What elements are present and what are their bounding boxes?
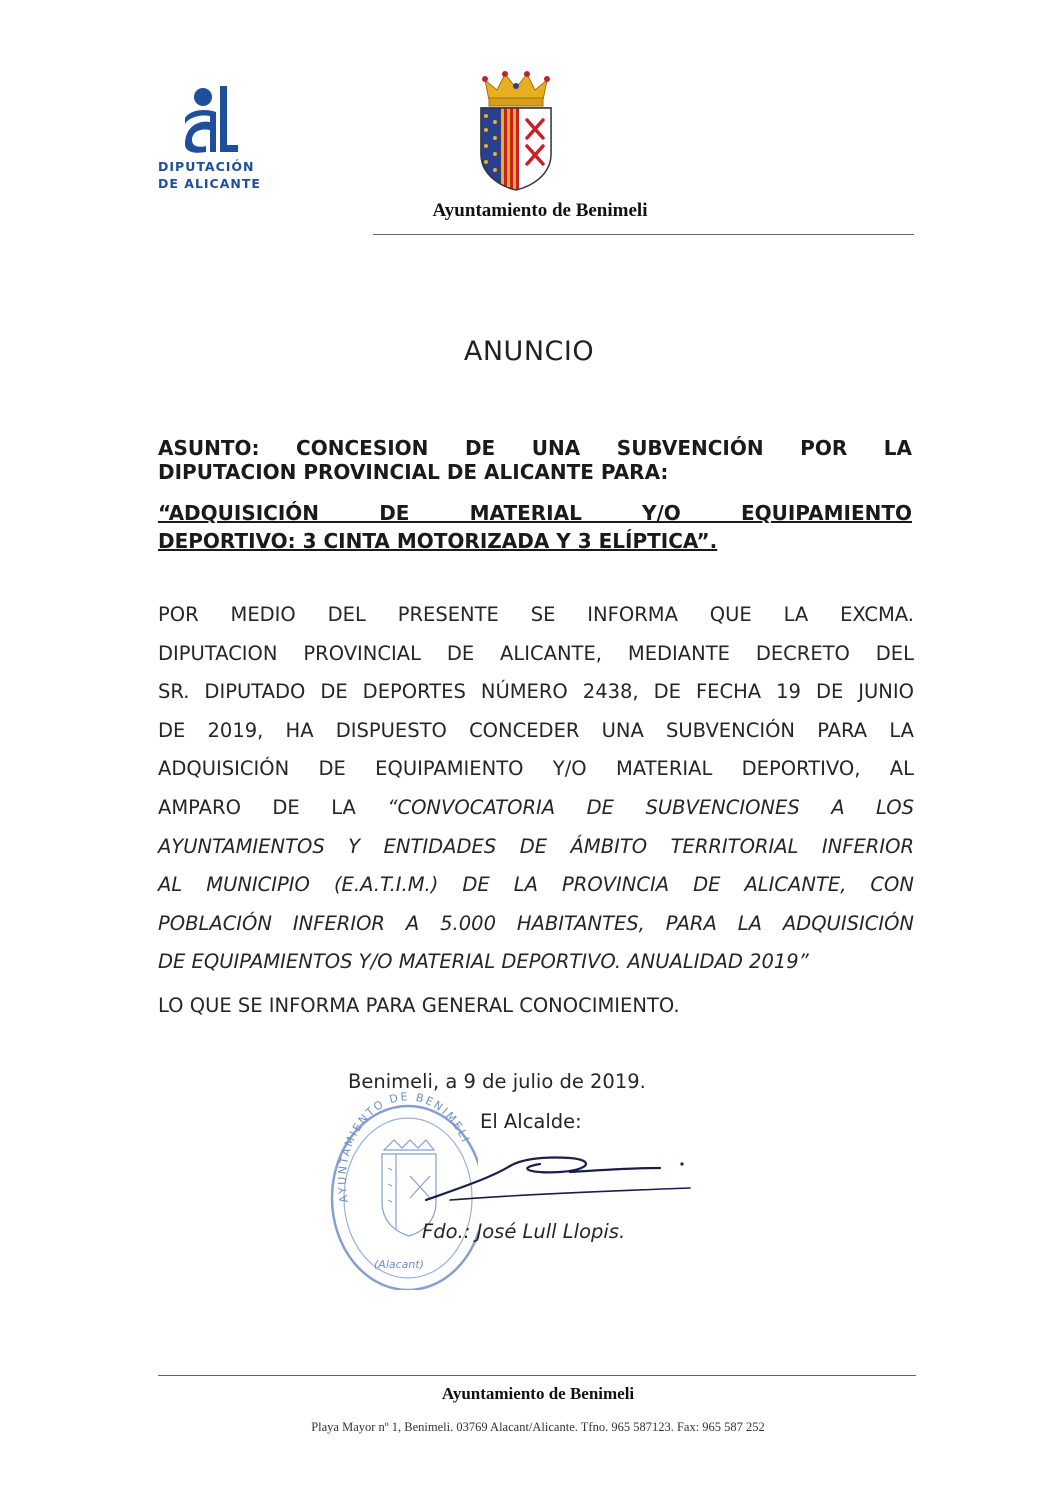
body-line: POBLACIÓN INFERIOR A 5.000 HABITANTES, PARA LA ADQUISICIÓN xyxy=(158,911,914,935)
asunto-line: DIPUTACION PROVINCIAL DE ALICANTE PARA: xyxy=(158,460,669,484)
benimeli-crest-icon xyxy=(477,70,555,192)
svg-text:AYUNTAMIENTO DE BENIMELI: AYUNTAMIENTO DE BENIMELI xyxy=(335,1090,473,1204)
asunto-heading xyxy=(158,436,912,484)
asunto-line: ASUNTO: CONCESION DE UNA SUBVENCIÓN POR LA xyxy=(158,436,912,460)
subject-heading xyxy=(158,499,912,555)
body-line: AMPARO DE LA “CONVOCATORIA DE SUBVENCIONES A LOS xyxy=(158,795,915,819)
body-line: POR MEDIO DEL PRESENTE SE INFORMA QUE LA EXCMA. xyxy=(158,603,914,626)
body-line: DE 2019, HA DISPUESTO CONCEDER UNA SUBVENCIÓN PARA LA xyxy=(158,718,914,742)
footer-divider xyxy=(158,1375,916,1376)
footer-title: Ayuntamiento de Benimeli xyxy=(441,1384,635,1403)
subject-line: “ADQUISICIÓN DE MATERIAL Y/O EQUIPAMIENTO xyxy=(158,501,912,525)
diputacion-logo-text: DIPUTACIÓN DE ALICANTE xyxy=(158,159,261,191)
footer-address: Playa Mayor nº 1, Benimeli. 03769 Alacant/Alicante. Tfno. 965 587123. Fax: 965 587 252 xyxy=(311,1420,765,1434)
body-line: ADQUISICIÓN DE EQUIPAMIENTO Y/O MATERIAL DEPORTIVO, AL xyxy=(158,757,914,781)
body-line: DIPUTACION PROVINCIAL DE ALICANTE, MEDIANTE DECRETO DEL xyxy=(158,641,914,665)
signer-name: Fdo.: José Lull Llopis. xyxy=(422,1220,626,1243)
handwritten-signature xyxy=(420,1148,695,1208)
svg-text:(Alacant): (Alacant) xyxy=(374,1258,424,1271)
signatory-role: El Alcalde: xyxy=(480,1110,582,1133)
body-line: AYUNTAMIENTOS Y ENTIDADES DE ÁMBITO TERRITORIAL INFERIOR xyxy=(158,834,914,858)
body-line: SR. DIPUTADO DE DEPORTES NÚMERO 2438, DE FECHA 19 DE JUNIO xyxy=(158,680,914,704)
body-line: DE EQUIPAMIENTOS Y/O MATERIAL DEPORTIVO. ANUALIDAD 2019” xyxy=(158,950,809,974)
announcement-body xyxy=(158,596,914,982)
body-line: AL MUNICIPIO (E.A.T.I.M.) DE LA PROVINCIA DE ALICANTE, CON xyxy=(158,873,914,897)
diputacion-al-mark-icon xyxy=(180,82,240,154)
subject-line: DEPORTIVO: 3 CINTA MOTORIZADA Y 3 ELÍPTICA”. xyxy=(158,529,718,553)
place-and-date: Benimeli, a 9 de julio de 2019. xyxy=(348,1070,646,1093)
header-title: Ayuntamiento de Benimeli xyxy=(432,200,648,221)
diputacion-logo xyxy=(158,82,268,200)
header-divider xyxy=(373,234,914,235)
closing-statement: LO QUE SE INFORMA PARA GENERAL CONOCIMIENTO. xyxy=(158,994,680,1017)
document-title: ANUNCIO xyxy=(463,336,595,367)
